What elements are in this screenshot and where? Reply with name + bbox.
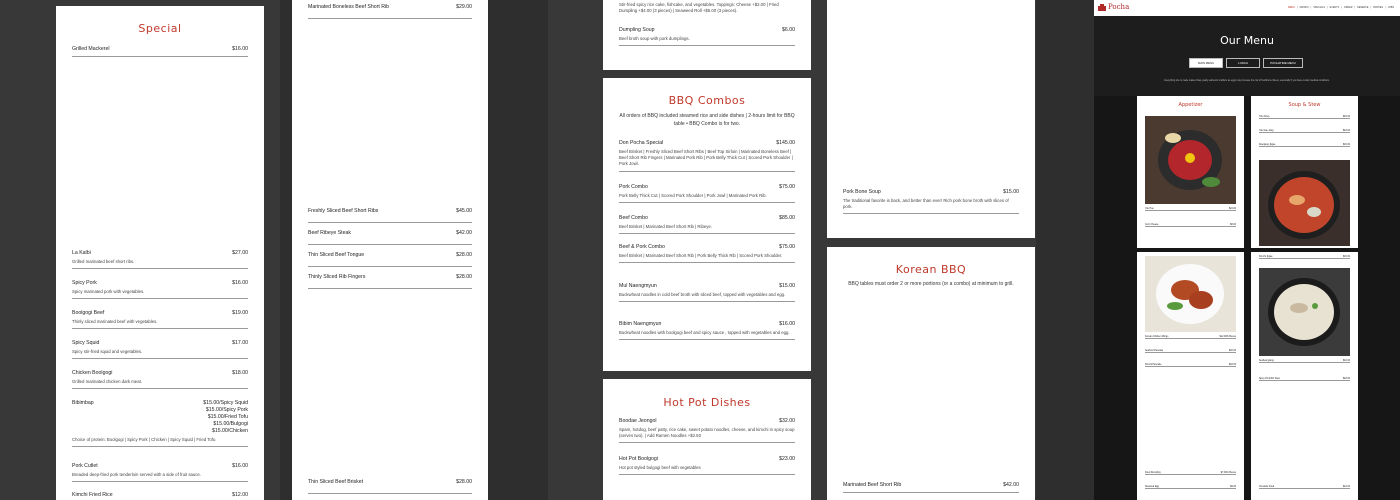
item-price: $16.00: [232, 463, 248, 469]
menu-item-beef-combo: [619, 215, 795, 234]
nav-specials[interactable]: SPECIALS: [1313, 6, 1325, 9]
item-price: $19.00: [232, 310, 248, 316]
menu-item-hot-pot-boolgogi: [619, 456, 795, 475]
appetizer-item: Korean Chicken Wings $12.00/6 Pieces: [1145, 336, 1236, 338]
korean-bbq-card: [827, 247, 1035, 500]
item-name: Pork Bone Soup: [843, 189, 881, 195]
item-description: Breaded deep-fried pork tenderloin served with a side of fruit sauce.: [72, 472, 201, 477]
item-price: $15.00: [779, 283, 795, 289]
menu-item-beef-ribeye-steak: [308, 230, 472, 245]
item-price: $16.00: [232, 280, 248, 286]
item-price: $12.00: [232, 492, 248, 498]
item-price: $75.00: [779, 244, 795, 250]
item-price: $28.00: [456, 274, 472, 280]
item-name: Spicy Pork: [72, 280, 97, 286]
item-name: Dumpling Soup: [619, 27, 655, 33]
item-price: $85.00: [779, 215, 795, 221]
logo-text: Pocha: [1108, 3, 1130, 11]
nav-separator: |: [1310, 6, 1312, 9]
item-price: $28.00: [456, 479, 472, 485]
soup-item: Kimchi Jjigae $15.00: [1259, 256, 1350, 258]
nav-jobs[interactable]: JOBS: [1387, 6, 1394, 9]
soup-stew-panel: [1251, 96, 1358, 248]
bbq-combos-card: [603, 78, 811, 371]
menu-item-spicy-pork: [72, 280, 248, 299]
item-description: Hot pot styled bulgogi beef with vegetables: [619, 465, 701, 470]
item-description: Beef Brisket | Marinated Beef Short Rib | Pork Belly Thick Rib | Scored Pork Shoulder.: [619, 253, 783, 258]
item-price: $15.00: [1003, 189, 1019, 195]
menu-item-thin-sliced-beef-tongue: [308, 252, 472, 267]
menu-item-beef-pork-combo: [619, 244, 795, 263]
menu-item-pork-bone-soup: [843, 189, 1019, 214]
menu-item-marinated-boneless-beef-short-rib: [308, 4, 472, 19]
menu-item-boolgogi-beef: [72, 310, 248, 329]
menu-item-pork-combo: [619, 184, 795, 203]
menu-item-bibimbap: [72, 400, 248, 447]
intro-text: Everything she is made makes thaw, paulty authentic tradition as eggs may increase the risk of foodborne illness, especially if you have certain medical conditions.: [1164, 80, 1330, 82]
tab-main-menu[interactable]: MAIN MENU: [1189, 58, 1223, 68]
tab-lunch[interactable]: LUNCH: [1226, 58, 1260, 68]
soup-stew-title: Soup & Stew: [1288, 102, 1321, 108]
item-price: $32.00: [779, 418, 795, 424]
menu-item-freshly-sliced-beef-short-ribs: [308, 208, 472, 223]
item-price: $18.00: [232, 370, 248, 376]
nav-separator: |: [1354, 6, 1356, 9]
soup-item: Seolleongtang $16.00: [1259, 360, 1350, 362]
beef-menu-page: [292, 0, 488, 500]
item-name: Thinly Sliced Rib Fingers: [308, 274, 366, 280]
item-description: Thinly sliced marinated beef with vegetables.: [72, 319, 158, 324]
nav-separator: |: [1370, 6, 1372, 9]
item-price: $16.00: [779, 321, 795, 327]
item-name: Beef Ribeye Steak: [308, 230, 351, 236]
item-name: Hot Pot Boolgogi: [619, 456, 658, 462]
item-description: Pork Belly Thick Cut | Scored Pork Shoulder | Pork Jowl | Marinated Pork Rib.: [619, 193, 767, 198]
tab-pochatime-menu[interactable]: POCHATIME MENU: [1263, 58, 1303, 68]
korean-bbq-title: Korean BBQ: [895, 263, 967, 276]
item-description: Buckwheat noodles in cold beef broth with sliced beef, topped with vegetables and egg.: [619, 292, 786, 297]
item-name: Bibimbap: [72, 400, 94, 406]
logo-icon: [1098, 4, 1106, 11]
menu-item-la-kalbi: [72, 250, 248, 269]
item-name: Don Pocha Special: [619, 140, 664, 146]
item-name: Thin Sliced Beef Tongue: [308, 252, 365, 258]
nav-separator: |: [1327, 6, 1328, 9]
menu-item-pork-cutlet: [72, 463, 248, 482]
item-name: La Kalbi: [72, 250, 91, 256]
nav-reserve[interactable]: RESERVE: [1357, 6, 1369, 9]
item-price: $45.00: [456, 208, 472, 214]
item-description: Spicy marinated pork with vegetables.: [72, 289, 145, 294]
nav-separator: |: [1297, 6, 1298, 9]
soup-item: Doenjang Jjigae $15.00: [1259, 144, 1350, 146]
menu-item-dumpling-soup: [619, 27, 795, 46]
menu-item-marinated-beef-short-rib: [843, 482, 1019, 493]
appetizer-panel-continued: [1137, 252, 1244, 500]
menu-item-bibim-naengmyun: [619, 321, 795, 340]
nav-separator: |: [1341, 6, 1342, 9]
item-name: Chicken Boolgogi: [72, 370, 113, 376]
stew-photo: [1259, 160, 1350, 246]
yuk-hoe-photo: [1145, 116, 1236, 204]
item-name: Beef Combo: [619, 215, 648, 221]
appetizer-item: Seafood Pancake $22.00: [1145, 350, 1236, 352]
item-name: Grilled Mackerel: [72, 46, 110, 52]
item-description: Beef Brisket | Marinated Beef Short Rib | Ribeye.: [619, 224, 712, 229]
stir-fry-card: [603, 0, 811, 70]
hot-pot-title: Hot Pot Dishes: [663, 396, 751, 409]
item-name: Pork Combo: [619, 184, 648, 190]
item-name: Boolgogi Beef: [72, 310, 105, 316]
item-price: $29.00: [456, 4, 472, 10]
item-name: Pork Cutlet: [72, 463, 98, 469]
soup-stew-panel-continued: [1251, 252, 1358, 500]
menu-item-mul-naengmyun: [619, 283, 795, 302]
page-title: Our Menu: [1220, 34, 1274, 47]
item-name: Marinated Boneless Beef Short Rib: [308, 4, 390, 10]
item-price: $23.00: [779, 456, 795, 462]
item-name: Bibim Naengmyun: [619, 321, 662, 327]
soup-item: Spicy Pork Rib Stew $18.00: [1259, 378, 1350, 380]
item-description: Grilled marinated chicken dark meat.: [72, 379, 142, 384]
nav-menu[interactable]: MENU: [1287, 6, 1295, 9]
menu-item-spicy-squid: [72, 340, 248, 359]
item-price: $42.00: [456, 230, 472, 236]
nav-drinks[interactable]: DRINKS: [1299, 6, 1309, 9]
item-price: $16.00: [232, 46, 248, 52]
appetizer-item: Steamed Egg $9.00: [1145, 486, 1236, 488]
item-price: $75.00: [779, 184, 795, 190]
hot-pot-card: [603, 379, 811, 500]
menu-tabs: [1189, 58, 1303, 68]
logo[interactable]: [1098, 3, 1129, 11]
nav-events[interactable]: EVENTS: [1329, 6, 1340, 9]
menu-item-kimchi-fried-rice: [72, 492, 248, 500]
item-price: $42.00: [1003, 482, 1019, 488]
bbq-combos-title: BBQ Combos: [668, 94, 746, 107]
menu-item-boodae-jeongol: [619, 418, 795, 443]
item-description: Beef broth soup with pork dumplings.: [619, 36, 690, 41]
item-price: $27.00: [232, 250, 248, 256]
menu-item-chicken-boolgogi: [72, 370, 248, 389]
background-strip: [280, 0, 292, 500]
item-description: Buckwheat noodles with boolgogi beef and spicy sauce , topped with vegetables and egg.: [619, 330, 790, 335]
nav-separator: |: [1385, 6, 1386, 9]
background-strip: [488, 0, 548, 500]
soup-bowl-photo: [1259, 268, 1350, 356]
appetizer-item: Kimchi Pancake $18.00: [1145, 364, 1236, 366]
item-description: Beef Brisket | Freshly Sliced Beef Short Ribs | Beef Top Sirloin | Marinated Boneless Beef | Beef Short Rib Fingers | Marinated Pork Rib | Pork Belly Thick Cut | Scored Pork Shoulder | Pork Jowl.: [619, 149, 793, 167]
item-price: $145.00: [776, 140, 795, 146]
item-name: Kimchi Fried Rice: [72, 492, 113, 498]
nav-parties[interactable]: PARTIES: [1373, 6, 1384, 9]
appetizer-title: Appetizer: [1178, 102, 1203, 108]
item-description: Spam, hotdog, beef patty, rice cake, sweet potato noodles, cheese, and kimchi in spicy soup (serves two). | Add Ramen Noodles +$2.50: [619, 427, 795, 439]
soup-card: [827, 0, 1035, 238]
site-header: [1094, 0, 1400, 16]
main-nav: [1288, 6, 1394, 9]
item-description: The traditional favorite is back, and better than ever! Rich pork bone broth with slices of pork.: [843, 198, 1009, 210]
appetizer-item: Corn Cheese $8.00: [1145, 224, 1236, 226]
website-menu-page: [1094, 0, 1400, 500]
soup-item: Yuk Gae Jang $16.00: [1259, 130, 1350, 132]
item-price: $15.00/Spicy Squid $15.00/Spicy Pork $15.00/Fried Tofu $15.00/Bulgogi $15.00/Chicken: [203, 400, 248, 434]
menu-item-grilled-mackerel: [72, 46, 248, 57]
item-price: $28.00: [456, 252, 472, 258]
special-title: Special: [138, 22, 182, 35]
hero: [1094, 16, 1400, 96]
nav-order[interactable]: ORDER: [1343, 6, 1353, 9]
item-price: $17.00: [232, 340, 248, 346]
soup-item: Tofu Soup $15.00: [1259, 116, 1350, 118]
item-name: Freshly Sliced Beef Short Ribs: [308, 208, 379, 214]
item-name: Marinated Beef Short Rib: [843, 482, 902, 488]
combos-note: All orders of BBQ included steamed rice and side dishes | 2-hours limit for BBQ table • BBQ Combo is for two.: [619, 113, 795, 127]
korean-bbq-note: BBQ tables must order 2 or more portions (or a combo) at minimum to grill.: [848, 281, 1014, 287]
appetizer-panel: [1137, 96, 1244, 248]
appetizer-item: Yuk Hoe $24.00: [1145, 208, 1236, 210]
item-description: Grilled marinated beef short ribs.: [72, 259, 135, 264]
item-description: Spicy stir-fried squid and vegetables.: [72, 349, 143, 354]
menu-item-thin-sliced-beef-brisket: [308, 479, 472, 494]
item-name: Thin Sliced Beef Brisket: [308, 479, 364, 485]
item-price: $6.00: [782, 27, 795, 33]
background-strip: [1036, 0, 1094, 500]
special-menu-page: [56, 6, 264, 500]
soup-item: Omelette Fried $12.00: [1259, 486, 1350, 488]
item-name: Mul Naengmyun: [619, 283, 657, 289]
menu-item-don-pocha-special: [619, 140, 795, 172]
item-name: Beef & Pork Combo: [619, 244, 665, 250]
chicken-wings-photo: [1145, 256, 1236, 332]
menu-item-thinly-sliced-rib-fingers: [308, 274, 472, 289]
item-description: Choice of protein: Boolgogi | Spicy Pork | Chicken | Spicy Squid | Fried Tofu: [72, 437, 216, 442]
item-name: Spicy Squid: [72, 340, 100, 346]
item-name: Boodae Jeongol: [619, 418, 657, 424]
item-description: Stir-fried spicy rice cake, fishcake, and vegetables. Toppings: Cheese +$2.00 | Fried Dumpling +$4.00 (3 pieces) | Seaweed Roll +$5.00 (3 pieces).: [619, 2, 779, 14]
appetizer-item: Fried Dumpling $7.00/4 Pieces: [1145, 472, 1236, 474]
